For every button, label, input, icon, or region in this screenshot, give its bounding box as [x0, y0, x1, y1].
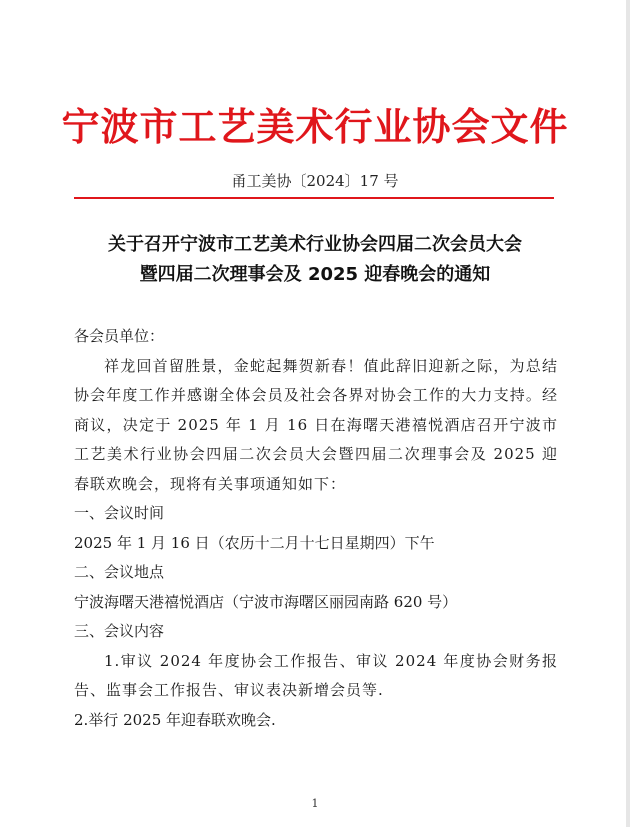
salutation: 各会员单位：: [74, 327, 165, 345]
document-header-title: 宁波市工艺美术行业协会文件: [61, 104, 569, 149]
document-number: 甬工美协〔2024〕17 号: [231, 172, 399, 190]
section-heading-location: 二、会议地点: [74, 563, 165, 581]
section-heading-time: 一、会议时间: [74, 504, 165, 522]
page-number: 1: [311, 797, 319, 810]
content-item-1: 1.审议 2024 年度协会工作报告、审议 2024 年度协会财务报告、监事会工作报告、审议表决新增会员等.: [74, 651, 558, 699]
notice-subject: [0, 230, 630, 290]
meeting-time: 2025 年 1 月 16 日（农历十二月十七日星期四）下午: [74, 533, 435, 552]
intro-paragraph: 祥龙回首留胜景，金蛇起舞贺新春！值此辞旧迎新之际，为总结协会年度工作并感谢全体会员及社会各界对协会工作的大力支持。经商议，决定于 2025 年 1 月 16 日在海曙天港禧悦酒店召开宁波市工艺美术行业协会四届二次会员大会暨四届二次理事会及 2025 迎春联欢晚会，现将有关事项通知如下：: [74, 356, 558, 493]
subject-line-1: 关于召开宁波市工艺美术行业协会四届二次会员大会: [108, 234, 522, 255]
meeting-location: 宁波海曙天港禧悦酒店（宁波市海曙区丽园南路 620 号）: [74, 592, 458, 611]
header-red-rule: [74, 197, 554, 199]
notice-body: [74, 322, 558, 735]
subject-line-2: 暨四届二次理事会及 2025 迎春晚会的通知: [139, 264, 491, 285]
section-heading-content: 三、会议内容: [74, 622, 165, 640]
content-item-2: 2.举行 2025 年迎春联欢晚会.: [74, 710, 276, 729]
